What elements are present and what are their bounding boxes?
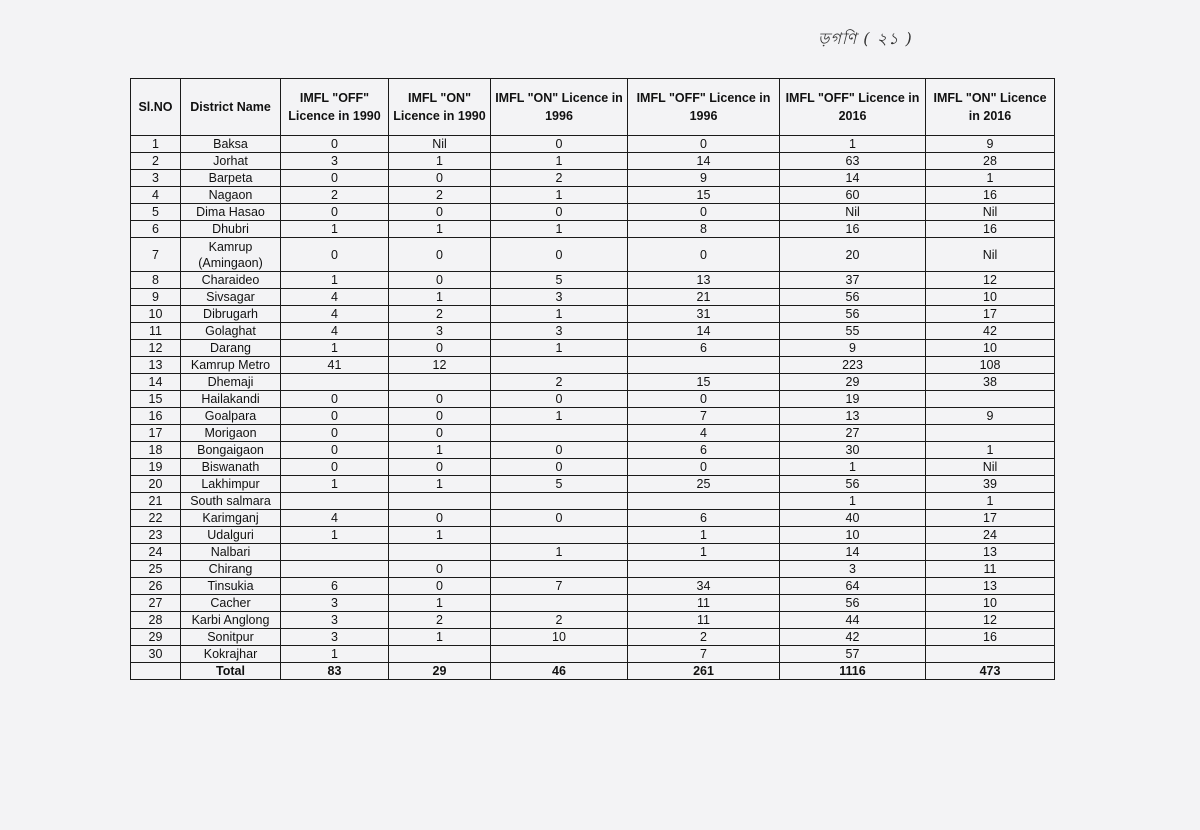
table-cell: 4 <box>281 306 389 323</box>
table-row <box>131 646 1055 663</box>
table-cell: 1 <box>389 153 491 170</box>
table-cell: Hailakandi <box>181 391 281 408</box>
table-cell: 0 <box>389 561 491 578</box>
table-cell: 0 <box>389 425 491 442</box>
table-cell: 21 <box>628 289 780 306</box>
table-cell: Baksa <box>181 136 281 153</box>
column-header: IMFL "ON" Licence in 2016 <box>926 79 1055 136</box>
table-cell <box>628 561 780 578</box>
table-cell: 13 <box>926 578 1055 595</box>
table-cell: 56 <box>780 289 926 306</box>
table-cell: 0 <box>281 459 389 476</box>
table-cell: Goalpara <box>181 408 281 425</box>
table-cell: 27 <box>131 595 181 612</box>
table-cell: 16 <box>926 629 1055 646</box>
table-cell: 16 <box>926 187 1055 204</box>
table-cell: 25 <box>131 561 181 578</box>
table-row <box>131 408 1055 425</box>
table-cell: 0 <box>389 578 491 595</box>
column-header: IMFL "ON" Licence in 1996 <box>491 79 628 136</box>
table-cell: 26 <box>131 578 181 595</box>
table-cell: Dima Hasao <box>181 204 281 221</box>
table-cell: 3 <box>131 170 181 187</box>
table-cell: 1 <box>491 187 628 204</box>
table-cell <box>491 527 628 544</box>
table-cell: 7 <box>628 408 780 425</box>
table-row <box>131 544 1055 561</box>
table-cell <box>131 663 181 680</box>
table-cell: 13 <box>628 272 780 289</box>
table-cell: 2 <box>491 170 628 187</box>
table-cell <box>926 391 1055 408</box>
table-cell: Charaideo <box>181 272 281 289</box>
table-cell: 9 <box>926 408 1055 425</box>
table-cell <box>491 425 628 442</box>
table-cell: 1 <box>491 306 628 323</box>
table-cell: 0 <box>628 459 780 476</box>
table-cell: 29 <box>780 374 926 391</box>
table-cell: 1 <box>389 527 491 544</box>
table-cell: 3 <box>491 289 628 306</box>
table-cell: 15 <box>628 374 780 391</box>
table-cell: 19 <box>131 459 181 476</box>
table-row <box>131 476 1055 493</box>
table-cell: 1 <box>926 170 1055 187</box>
table-cell: 0 <box>628 391 780 408</box>
table-cell <box>491 357 628 374</box>
table-cell: 11 <box>926 561 1055 578</box>
table-cell: 9 <box>628 170 780 187</box>
table-cell: Nalbari <box>181 544 281 561</box>
licence-table <box>130 78 1055 680</box>
table-cell: Sivsagar <box>181 289 281 306</box>
table-cell: 8 <box>131 272 181 289</box>
table-cell: Tinsukia <box>181 578 281 595</box>
table-cell: 23 <box>131 527 181 544</box>
table-cell <box>281 374 389 391</box>
table-row <box>131 561 1055 578</box>
table-cell: 6 <box>281 578 389 595</box>
table-cell <box>926 646 1055 663</box>
table-cell: 25 <box>628 476 780 493</box>
table-row <box>131 289 1055 306</box>
table-cell: 7 <box>491 578 628 595</box>
table-cell: 0 <box>389 459 491 476</box>
table-cell: 0 <box>491 136 628 153</box>
table-row <box>131 272 1055 289</box>
table-cell: South salmara <box>181 493 281 510</box>
table-cell: 5 <box>491 476 628 493</box>
table-cell: 29 <box>389 663 491 680</box>
table-cell: 39 <box>926 476 1055 493</box>
table-cell: 1 <box>780 459 926 476</box>
table-cell: 4 <box>628 425 780 442</box>
table-row <box>131 170 1055 187</box>
table-cell: 11 <box>131 323 181 340</box>
table-cell: 1 <box>281 527 389 544</box>
table-cell: 0 <box>628 204 780 221</box>
table-cell: 14 <box>780 170 926 187</box>
table-cell <box>389 544 491 561</box>
table-cell: Sonitpur <box>181 629 281 646</box>
table-row <box>131 510 1055 527</box>
table-cell: 10 <box>926 289 1055 306</box>
table-cell: 2 <box>628 629 780 646</box>
table-cell: 27 <box>780 425 926 442</box>
table-cell: 28 <box>926 153 1055 170</box>
table-cell: 42 <box>780 629 926 646</box>
table-cell: Nil <box>389 136 491 153</box>
table-cell: 4 <box>131 187 181 204</box>
table-cell: 17 <box>926 510 1055 527</box>
table-cell: 18 <box>131 442 181 459</box>
table-row <box>131 153 1055 170</box>
table-cell: Lakhimpur <box>181 476 281 493</box>
table-cell: 1 <box>389 221 491 238</box>
table-row <box>131 374 1055 391</box>
table-row <box>131 323 1055 340</box>
table-row <box>131 425 1055 442</box>
table-cell: 0 <box>281 425 389 442</box>
table-row <box>131 527 1055 544</box>
table-cell: 11 <box>628 612 780 629</box>
table-cell: Karimganj <box>181 510 281 527</box>
table-cell <box>491 561 628 578</box>
table-cell: 13 <box>131 357 181 374</box>
table-cell: 0 <box>281 170 389 187</box>
table-cell: 40 <box>780 510 926 527</box>
table-cell <box>491 493 628 510</box>
table-cell: 38 <box>926 374 1055 391</box>
table-cell: 30 <box>131 646 181 663</box>
table-cell: 1 <box>389 476 491 493</box>
table-cell: Cacher <box>181 595 281 612</box>
table-cell: 41 <box>281 357 389 374</box>
table-cell: 5 <box>491 272 628 289</box>
table-cell: 4 <box>281 289 389 306</box>
table-row <box>131 187 1055 204</box>
table-cell: 24 <box>131 544 181 561</box>
table-cell: 7 <box>628 646 780 663</box>
table-cell: 20 <box>780 238 926 272</box>
table-cell: 1 <box>281 272 389 289</box>
table-row <box>131 136 1055 153</box>
table-cell: 16 <box>926 221 1055 238</box>
table-cell: 0 <box>491 459 628 476</box>
table-cell: 10 <box>780 527 926 544</box>
table-row <box>131 306 1055 323</box>
table-cell: 20 <box>131 476 181 493</box>
table-cell: 9 <box>926 136 1055 153</box>
table-cell: Bongaigaon <box>181 442 281 459</box>
table-cell: 1 <box>628 544 780 561</box>
table-cell: 1 <box>491 221 628 238</box>
table-cell: 12 <box>389 357 491 374</box>
table-cell: Barpeta <box>181 170 281 187</box>
table-cell: 4 <box>281 323 389 340</box>
table-cell: Dhemaji <box>181 374 281 391</box>
table-cell: 21 <box>131 493 181 510</box>
table-cell: 1 <box>389 629 491 646</box>
table-cell: 31 <box>628 306 780 323</box>
table-row <box>131 391 1055 408</box>
table-cell: Morigaon <box>181 425 281 442</box>
table-cell: 22 <box>131 510 181 527</box>
table-cell: 64 <box>780 578 926 595</box>
table-cell: 0 <box>389 408 491 425</box>
table-cell: 42 <box>926 323 1055 340</box>
table-row <box>131 612 1055 629</box>
table-cell: 56 <box>780 306 926 323</box>
table-cell: 2 <box>131 153 181 170</box>
table-cell: 6 <box>628 442 780 459</box>
table-cell <box>491 646 628 663</box>
table-cell: 2 <box>389 187 491 204</box>
table-cell: 1 <box>491 153 628 170</box>
table-cell <box>389 493 491 510</box>
table-cell: 2 <box>491 612 628 629</box>
table-cell: 1 <box>281 646 389 663</box>
table-cell: 473 <box>926 663 1055 680</box>
table-cell: 1 <box>491 544 628 561</box>
table-cell: Nagaon <box>181 187 281 204</box>
table-cell: 1 <box>389 442 491 459</box>
table-cell: 56 <box>780 595 926 612</box>
table-cell <box>281 544 389 561</box>
table-cell: 57 <box>780 646 926 663</box>
table-cell: 0 <box>389 340 491 357</box>
table-cell: 3 <box>281 595 389 612</box>
table-cell: Nil <box>926 204 1055 221</box>
table-cell: 3 <box>281 153 389 170</box>
table-cell: 19 <box>780 391 926 408</box>
table-cell <box>491 595 628 612</box>
table-cell: 0 <box>491 442 628 459</box>
table-row <box>131 442 1055 459</box>
table-cell: 1 <box>926 442 1055 459</box>
table-cell <box>628 493 780 510</box>
table-cell: Kokrajhar <box>181 646 281 663</box>
table-cell: 1 <box>926 493 1055 510</box>
table-cell: 8 <box>628 221 780 238</box>
table-cell: 2 <box>389 306 491 323</box>
table-row <box>131 629 1055 646</box>
table-row <box>131 578 1055 595</box>
table-cell: 1 <box>780 493 926 510</box>
table-cell: 2 <box>281 187 389 204</box>
table-cell: 0 <box>281 408 389 425</box>
table-cell: 16 <box>780 221 926 238</box>
table-cell: 10 <box>491 629 628 646</box>
table-cell: Total <box>181 663 281 680</box>
table-cell: 83 <box>281 663 389 680</box>
table-cell: 10 <box>131 306 181 323</box>
table-row <box>131 238 1055 272</box>
table-cell: 29 <box>131 629 181 646</box>
table-cell: 0 <box>628 238 780 272</box>
table-cell: 3 <box>281 629 389 646</box>
table-cell: 37 <box>780 272 926 289</box>
table-cell: 0 <box>281 136 389 153</box>
table-cell: 0 <box>491 238 628 272</box>
table-cell: 0 <box>491 204 628 221</box>
table-cell: 30 <box>780 442 926 459</box>
table-cell: Dhubri <box>181 221 281 238</box>
table-cell: 13 <box>926 544 1055 561</box>
table-row <box>131 493 1055 510</box>
table-row <box>131 221 1055 238</box>
table-cell: 14 <box>628 153 780 170</box>
table-cell: 14 <box>628 323 780 340</box>
table-cell: Jorhat <box>181 153 281 170</box>
table-cell: 1 <box>281 340 389 357</box>
table-cell: 0 <box>389 391 491 408</box>
table-cell: 0 <box>389 204 491 221</box>
table-cell: 13 <box>780 408 926 425</box>
table-cell: 0 <box>389 238 491 272</box>
table-cell <box>281 493 389 510</box>
table-cell: 1 <box>281 476 389 493</box>
table-cell: 2 <box>389 612 491 629</box>
table-cell: 63 <box>780 153 926 170</box>
table-cell: Kamrup Metro <box>181 357 281 374</box>
table-cell: Dibrugarh <box>181 306 281 323</box>
table-cell: 0 <box>281 238 389 272</box>
table-cell: 1116 <box>780 663 926 680</box>
table-cell: 1 <box>131 136 181 153</box>
table-cell <box>628 357 780 374</box>
handwritten-annotation: ড়গণি ( ২১ ) <box>818 29 913 48</box>
table-cell: 1 <box>389 595 491 612</box>
table-cell: Darang <box>181 340 281 357</box>
column-header: IMFL "OFF" Licence in 2016 <box>780 79 926 136</box>
table-cell: 1 <box>491 340 628 357</box>
table-cell: 1 <box>780 136 926 153</box>
table-cell: 1 <box>491 408 628 425</box>
table-cell: 6 <box>628 510 780 527</box>
table-cell: 24 <box>926 527 1055 544</box>
table-cell: 0 <box>389 510 491 527</box>
table-cell: 56 <box>780 476 926 493</box>
table-cell: 0 <box>628 136 780 153</box>
table-cell: 1 <box>281 221 389 238</box>
table-cell: 12 <box>926 612 1055 629</box>
table-cell: 34 <box>628 578 780 595</box>
table-cell: 6 <box>628 340 780 357</box>
table-body <box>131 136 1055 680</box>
table-cell: Golaghat <box>181 323 281 340</box>
table-cell: 17 <box>131 425 181 442</box>
table-cell: 60 <box>780 187 926 204</box>
table-cell: 55 <box>780 323 926 340</box>
table-cell: 9 <box>780 340 926 357</box>
table-cell: 3 <box>780 561 926 578</box>
table-header-row <box>131 79 1055 136</box>
table-row <box>131 357 1055 374</box>
table-cell: 3 <box>389 323 491 340</box>
table-cell: 6 <box>131 221 181 238</box>
table-cell: 46 <box>491 663 628 680</box>
table-cell: 9 <box>131 289 181 306</box>
table-cell: Nil <box>926 238 1055 272</box>
table-cell: 28 <box>131 612 181 629</box>
table-cell: 223 <box>780 357 926 374</box>
table-cell: Udalguri <box>181 527 281 544</box>
table-cell: 0 <box>281 391 389 408</box>
table-cell: 44 <box>780 612 926 629</box>
table-cell: 11 <box>628 595 780 612</box>
table-cell: 14 <box>131 374 181 391</box>
table-row <box>131 204 1055 221</box>
column-header: IMFL "OFF" Licence in 1996 <box>628 79 780 136</box>
table-cell <box>926 425 1055 442</box>
table-row <box>131 340 1055 357</box>
table-cell: 3 <box>491 323 628 340</box>
table-cell: 0 <box>491 391 628 408</box>
table-cell: 16 <box>131 408 181 425</box>
table-cell: Nil <box>926 459 1055 476</box>
table-cell: 0 <box>389 272 491 289</box>
table-cell: 0 <box>389 170 491 187</box>
table-cell: 1 <box>389 289 491 306</box>
table-cell: 10 <box>926 595 1055 612</box>
table-cell: Biswanath <box>181 459 281 476</box>
column-header: IMFL "OFF" Licence in 1990 <box>281 79 389 136</box>
table-cell: 17 <box>926 306 1055 323</box>
table-cell: Kamrup (Amingaon) <box>181 238 281 272</box>
table-cell: 261 <box>628 663 780 680</box>
table-cell: 10 <box>926 340 1055 357</box>
table-cell: 108 <box>926 357 1055 374</box>
table-cell: 0 <box>281 204 389 221</box>
column-header: Sl.NO <box>131 79 181 136</box>
table-cell: 3 <box>281 612 389 629</box>
column-header: IMFL "ON" Licence in 1990 <box>389 79 491 136</box>
table-cell: 2 <box>491 374 628 391</box>
table-row <box>131 595 1055 612</box>
table-cell: Nil <box>780 204 926 221</box>
table-cell: 15 <box>628 187 780 204</box>
table-cell: 12 <box>131 340 181 357</box>
table-cell: 0 <box>491 510 628 527</box>
column-header: District Name <box>181 79 281 136</box>
table-cell: 4 <box>281 510 389 527</box>
table-cell: 1 <box>628 527 780 544</box>
table-cell: 0 <box>281 442 389 459</box>
table-row <box>131 459 1055 476</box>
table-cell <box>281 561 389 578</box>
table-cell: Karbi Anglong <box>181 612 281 629</box>
table-cell: 5 <box>131 204 181 221</box>
table-cell: 7 <box>131 238 181 272</box>
table-cell <box>389 374 491 391</box>
table-cell: 12 <box>926 272 1055 289</box>
table-cell: 14 <box>780 544 926 561</box>
table-cell <box>389 646 491 663</box>
total-row <box>131 663 1055 680</box>
table-cell: 15 <box>131 391 181 408</box>
table-cell: Chirang <box>181 561 281 578</box>
